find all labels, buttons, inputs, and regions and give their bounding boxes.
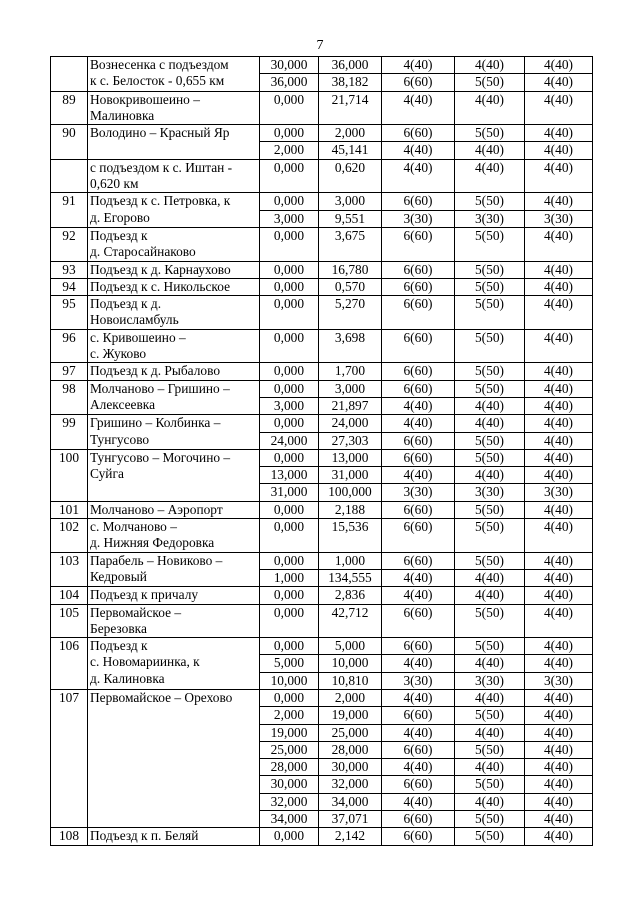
category-2: 5(50) (455, 776, 525, 793)
km-from: 1,000 (260, 569, 319, 586)
category-2: 5(50) (455, 261, 525, 278)
km-to: 3,000 (319, 380, 382, 397)
category-3: 4(40) (525, 793, 593, 810)
km-from: 0,000 (260, 261, 319, 278)
category-2: 5(50) (455, 552, 525, 569)
km-from: 0,000 (260, 380, 319, 397)
road-name: Подъезд к д. Новоисламбуль (88, 296, 260, 330)
category-3: 4(40) (525, 519, 593, 553)
km-to: 31,000 (319, 467, 382, 484)
road-number: 104 (51, 587, 88, 604)
category-3: 4(40) (525, 193, 593, 210)
km-from: 2,000 (260, 707, 319, 724)
category-3: 4(40) (525, 811, 593, 828)
category-2: 5(50) (455, 380, 525, 397)
road-name: Володино – Красный Яр (88, 125, 260, 160)
km-from: 0,000 (260, 278, 319, 295)
category-2: 5(50) (455, 278, 525, 295)
category-3: 4(40) (525, 159, 593, 193)
km-to: 27,303 (319, 432, 382, 449)
category-1: 6(60) (382, 519, 455, 553)
category-1: 4(40) (382, 159, 455, 193)
category-1: 6(60) (382, 193, 455, 210)
km-from: 0,000 (260, 227, 319, 261)
category-2: 4(40) (455, 415, 525, 432)
km-to: 32,000 (319, 776, 382, 793)
category-1: 6(60) (382, 501, 455, 518)
road-number (51, 57, 88, 92)
category-1: 6(60) (382, 432, 455, 449)
category-2: 5(50) (455, 125, 525, 142)
km-to: 15,536 (319, 519, 382, 553)
road-number: 107 (51, 689, 88, 827)
category-3: 4(40) (525, 142, 593, 159)
category-3: 4(40) (525, 655, 593, 672)
km-to: 134,555 (319, 569, 382, 586)
km-from: 0,000 (260, 449, 319, 466)
category-1: 4(40) (382, 142, 455, 159)
table-row (51, 638, 593, 655)
km-from: 34,000 (260, 811, 319, 828)
km-to: 13,000 (319, 449, 382, 466)
table-row (51, 91, 593, 125)
category-2: 4(40) (455, 724, 525, 741)
table-row (51, 415, 593, 432)
road-name: Первомайское – Орехово (88, 689, 260, 827)
category-2: 5(50) (455, 707, 525, 724)
table-row (51, 519, 593, 553)
table-row (51, 193, 593, 210)
table-row (51, 380, 593, 397)
category-2: 5(50) (455, 828, 525, 845)
km-from: 0,000 (260, 587, 319, 604)
category-2: 4(40) (455, 689, 525, 706)
category-1: 4(40) (382, 759, 455, 776)
category-1: 6(60) (382, 638, 455, 655)
km-to: 16,780 (319, 261, 382, 278)
table-row (51, 587, 593, 604)
km-to: 2,836 (319, 587, 382, 604)
category-2: 5(50) (455, 741, 525, 758)
category-3: 4(40) (525, 724, 593, 741)
category-3: 4(40) (525, 552, 593, 569)
category-1: 6(60) (382, 329, 455, 363)
category-3: 4(40) (525, 329, 593, 363)
km-to: 2,142 (319, 828, 382, 845)
category-2: 4(40) (455, 655, 525, 672)
km-from: 0,000 (260, 519, 319, 553)
category-2: 4(40) (455, 397, 525, 414)
km-from: 13,000 (260, 467, 319, 484)
category-3: 3(30) (525, 672, 593, 689)
road-name: Первомайское – Березовка (88, 604, 260, 638)
category-3: 4(40) (525, 707, 593, 724)
km-to: 1,700 (319, 363, 382, 380)
km-from: 19,000 (260, 724, 319, 741)
category-1: 4(40) (382, 57, 455, 74)
road-number: 98 (51, 380, 88, 415)
km-to: 5,270 (319, 296, 382, 330)
category-2: 3(30) (455, 672, 525, 689)
category-3: 4(40) (525, 604, 593, 638)
km-from: 0,000 (260, 193, 319, 210)
category-1: 6(60) (382, 380, 455, 397)
km-from: 10,000 (260, 672, 319, 689)
category-1: 6(60) (382, 227, 455, 261)
category-2: 5(50) (455, 638, 525, 655)
category-2: 5(50) (455, 227, 525, 261)
table-row (51, 261, 593, 278)
category-3: 3(30) (525, 210, 593, 227)
km-from: 0,000 (260, 296, 319, 330)
road-name: Новокривошеино – Малиновка (88, 91, 260, 125)
category-2: 5(50) (455, 193, 525, 210)
km-to: 36,000 (319, 57, 382, 74)
category-3: 4(40) (525, 261, 593, 278)
table-row (51, 828, 593, 845)
road-number: 97 (51, 363, 88, 380)
category-1: 6(60) (382, 125, 455, 142)
category-2: 4(40) (455, 759, 525, 776)
km-to: 5,000 (319, 638, 382, 655)
category-3: 4(40) (525, 467, 593, 484)
category-1: 4(40) (382, 569, 455, 586)
table-row (51, 329, 593, 363)
km-to: 21,714 (319, 91, 382, 125)
km-to: 2,188 (319, 501, 382, 518)
table-row (51, 159, 593, 193)
table-row (51, 227, 593, 261)
km-to: 1,000 (319, 552, 382, 569)
table-row (51, 363, 593, 380)
road-number: 89 (51, 91, 88, 125)
category-1: 6(60) (382, 604, 455, 638)
category-2: 4(40) (455, 159, 525, 193)
road-name: Гришино – Колбинка – Тунгусово (88, 415, 260, 450)
road-number: 100 (51, 449, 88, 501)
road-number: 106 (51, 638, 88, 690)
km-from: 0,000 (260, 828, 319, 845)
category-3: 4(40) (525, 91, 593, 125)
category-3: 4(40) (525, 125, 593, 142)
km-to: 100,000 (319, 484, 382, 501)
km-to: 0,570 (319, 278, 382, 295)
category-3: 4(40) (525, 415, 593, 432)
road-number (51, 159, 88, 193)
km-from: 0,000 (260, 415, 319, 432)
category-1: 6(60) (382, 261, 455, 278)
km-from: 0,000 (260, 91, 319, 125)
km-from: 24,000 (260, 432, 319, 449)
road-name: Парабель – Новиково – Кедровый (88, 552, 260, 587)
km-to: 2,000 (319, 125, 382, 142)
category-1: 6(60) (382, 296, 455, 330)
category-2: 5(50) (455, 432, 525, 449)
road-number: 93 (51, 261, 88, 278)
category-3: 4(40) (525, 689, 593, 706)
category-1: 6(60) (382, 74, 455, 91)
road-number: 94 (51, 278, 88, 295)
category-2: 4(40) (455, 793, 525, 810)
category-1: 6(60) (382, 811, 455, 828)
road-name: с. Молчаново – д. Нижняя Федоровка (88, 519, 260, 553)
km-from: 28,000 (260, 759, 319, 776)
category-2: 4(40) (455, 467, 525, 484)
km-from: 2,000 (260, 142, 319, 159)
category-1: 3(30) (382, 672, 455, 689)
km-from: 0,000 (260, 689, 319, 706)
table-row (51, 604, 593, 638)
category-1: 4(40) (382, 655, 455, 672)
km-to: 3,698 (319, 329, 382, 363)
category-1: 3(30) (382, 484, 455, 501)
category-1: 6(60) (382, 828, 455, 845)
table-row (51, 296, 593, 330)
category-1: 4(40) (382, 793, 455, 810)
road-number: 95 (51, 296, 88, 330)
category-3: 4(40) (525, 74, 593, 91)
category-3: 4(40) (525, 363, 593, 380)
category-1: 6(60) (382, 741, 455, 758)
km-to: 2,000 (319, 689, 382, 706)
category-3: 4(40) (525, 432, 593, 449)
category-3: 4(40) (525, 449, 593, 466)
category-3: 4(40) (525, 380, 593, 397)
category-3: 4(40) (525, 759, 593, 776)
category-2: 4(40) (455, 91, 525, 125)
km-to: 34,000 (319, 793, 382, 810)
km-to: 28,000 (319, 741, 382, 758)
category-3: 4(40) (525, 397, 593, 414)
road-number: 105 (51, 604, 88, 638)
road-name: Тунгусово – Могочино – Суйга (88, 449, 260, 501)
km-to: 24,000 (319, 415, 382, 432)
km-to: 30,000 (319, 759, 382, 776)
km-to: 10,000 (319, 655, 382, 672)
table-row (51, 501, 593, 518)
km-to: 3,000 (319, 193, 382, 210)
category-3: 4(40) (525, 776, 593, 793)
category-1: 4(40) (382, 91, 455, 125)
km-from: 0,000 (260, 329, 319, 363)
category-2: 5(50) (455, 449, 525, 466)
km-from: 25,000 (260, 741, 319, 758)
road-number: 91 (51, 193, 88, 228)
category-1: 4(40) (382, 467, 455, 484)
category-3: 4(40) (525, 741, 593, 758)
category-1: 6(60) (382, 278, 455, 295)
category-1: 6(60) (382, 776, 455, 793)
category-2: 5(50) (455, 501, 525, 518)
km-to: 25,000 (319, 724, 382, 741)
table-row (51, 449, 593, 466)
km-to: 3,675 (319, 227, 382, 261)
road-number: 99 (51, 415, 88, 450)
km-from: 0,000 (260, 501, 319, 518)
road-name: с. Кривошеино – с. Жуково (88, 329, 260, 363)
category-3: 4(40) (525, 569, 593, 586)
table-row (51, 278, 593, 295)
category-2: 4(40) (455, 57, 525, 74)
category-2: 3(30) (455, 484, 525, 501)
category-2: 3(30) (455, 210, 525, 227)
road-number: 108 (51, 828, 88, 845)
road-name: Молчаново – Аэропорт (88, 501, 260, 518)
category-2: 5(50) (455, 296, 525, 330)
km-from: 30,000 (260, 57, 319, 74)
category-1: 6(60) (382, 449, 455, 466)
km-to: 45,141 (319, 142, 382, 159)
category-1: 4(40) (382, 397, 455, 414)
km-to: 0,620 (319, 159, 382, 193)
road-name: Подъезд к с. Новомариинка, к д. Калиновка (88, 638, 260, 690)
category-1: 4(40) (382, 587, 455, 604)
km-to: 19,000 (319, 707, 382, 724)
km-from: 32,000 (260, 793, 319, 810)
category-2: 4(40) (455, 569, 525, 586)
category-2: 5(50) (455, 74, 525, 91)
road-table (50, 56, 593, 846)
category-1: 6(60) (382, 707, 455, 724)
category-3: 4(40) (525, 57, 593, 74)
page-number: 7 (316, 38, 324, 53)
km-from: 0,000 (260, 125, 319, 142)
km-from: 0,000 (260, 638, 319, 655)
road-number: 102 (51, 519, 88, 553)
table-row (51, 57, 593, 74)
category-2: 4(40) (455, 587, 525, 604)
category-1: 4(40) (382, 415, 455, 432)
km-to: 21,897 (319, 397, 382, 414)
road-number: 103 (51, 552, 88, 587)
road-name: Подъезд к с. Никольское (88, 278, 260, 295)
km-from: 36,000 (260, 74, 319, 91)
km-from: 0,000 (260, 552, 319, 569)
road-number: 90 (51, 125, 88, 160)
road-name: с подъездом к с. Иштан - 0,620 км (88, 159, 260, 193)
category-2: 5(50) (455, 329, 525, 363)
category-2: 5(50) (455, 604, 525, 638)
km-from: 30,000 (260, 776, 319, 793)
category-2: 5(50) (455, 519, 525, 553)
road-name: Подъезд к причалу (88, 587, 260, 604)
category-3: 4(40) (525, 296, 593, 330)
road-name: Подъезд к с. Петровка, к д. Егорово (88, 193, 260, 228)
category-2: 5(50) (455, 811, 525, 828)
km-to: 38,182 (319, 74, 382, 91)
km-to: 42,712 (319, 604, 382, 638)
category-3: 4(40) (525, 227, 593, 261)
road-name: Подъезд к п. Беляй (88, 828, 260, 845)
category-3: 4(40) (525, 828, 593, 845)
category-3: 4(40) (525, 587, 593, 604)
km-to: 10,810 (319, 672, 382, 689)
road-name: Подъезд к д. Старосайнаково (88, 227, 260, 261)
category-1: 4(40) (382, 689, 455, 706)
road-name: Молчаново – Гришино – Алексеевка (88, 380, 260, 415)
road-name: Подъезд к д. Рыбалово (88, 363, 260, 380)
km-from: 0,000 (260, 363, 319, 380)
road-number: 101 (51, 501, 88, 518)
km-from: 31,000 (260, 484, 319, 501)
km-from: 3,000 (260, 397, 319, 414)
road-number: 96 (51, 329, 88, 363)
road-name: Подъезд к д. Карнаухово (88, 261, 260, 278)
road-name: Вознесенка с подъездом к с. Белосток - 0,655 км (88, 57, 260, 92)
category-3: 4(40) (525, 278, 593, 295)
category-3: 4(40) (525, 638, 593, 655)
table-row (51, 125, 593, 142)
km-from: 3,000 (260, 210, 319, 227)
table-row (51, 552, 593, 569)
category-1: 6(60) (382, 363, 455, 380)
road-number: 92 (51, 227, 88, 261)
table-body (51, 57, 593, 846)
category-1: 4(40) (382, 724, 455, 741)
category-2: 5(50) (455, 363, 525, 380)
km-to: 9,551 (319, 210, 382, 227)
km-from: 0,000 (260, 604, 319, 638)
category-3: 4(40) (525, 501, 593, 518)
category-3: 3(30) (525, 484, 593, 501)
category-1: 3(30) (382, 210, 455, 227)
km-from: 0,000 (260, 159, 319, 193)
category-2: 4(40) (455, 142, 525, 159)
table-row (51, 689, 593, 706)
km-to: 37,071 (319, 811, 382, 828)
category-1: 6(60) (382, 552, 455, 569)
km-from: 5,000 (260, 655, 319, 672)
